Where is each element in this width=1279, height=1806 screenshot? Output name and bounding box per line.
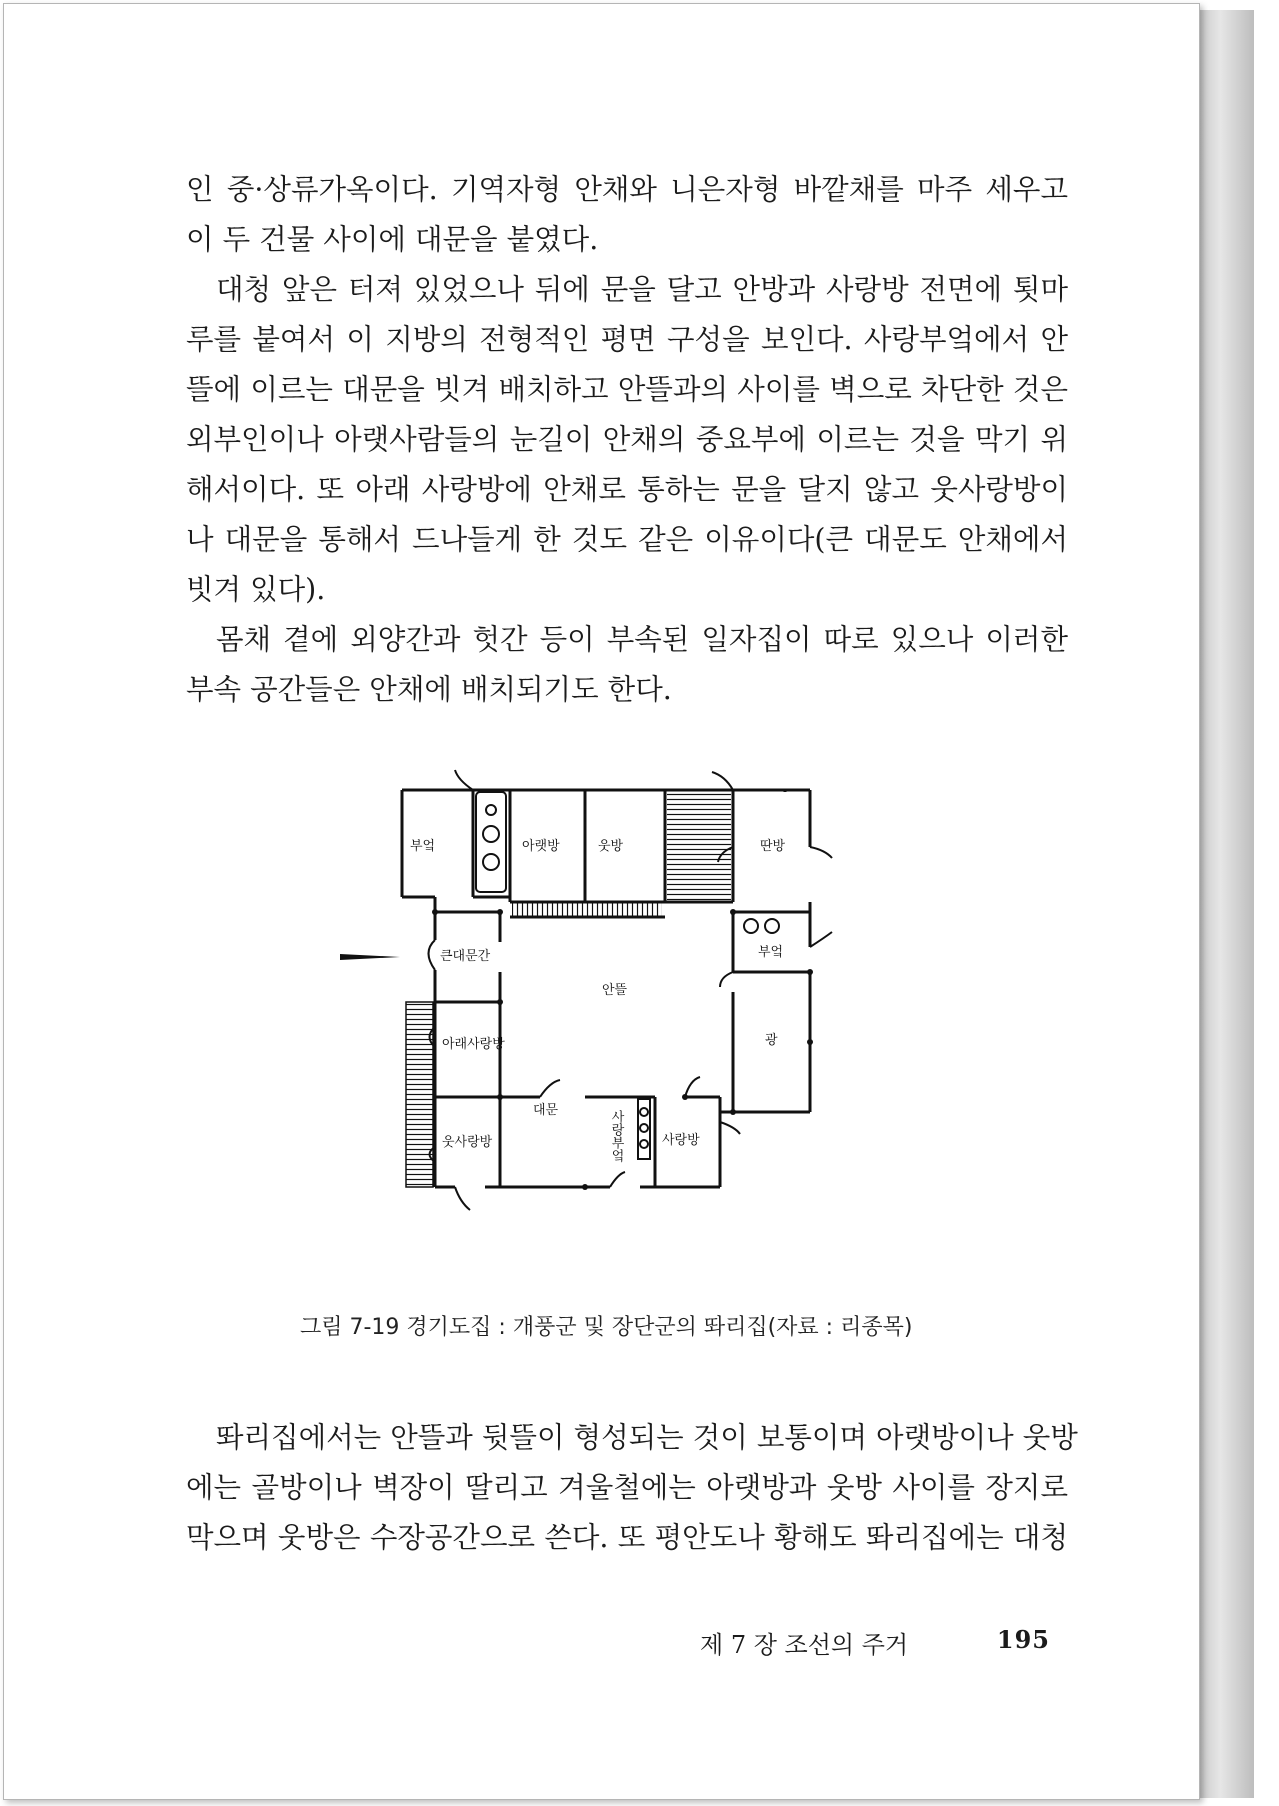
text-line: 부속 공간들은 안채에 배치되기도 한다. (186, 673, 672, 706)
label-courtyard: 안뜰 (602, 983, 628, 998)
label-separate-room: 딴방 (760, 839, 786, 854)
body-text-bottom (186, 1413, 1078, 1563)
label-storage: 광 (765, 1033, 778, 1048)
label-upper-sarang: 웃사랑방 (442, 1135, 493, 1150)
label-sarang-kitchen: 사랑부엌 (608, 1110, 624, 1162)
text-line: 몸채 곁에 외양간과 헛간 등이 부속된 일자집이 따로 있으나 이러한 (216, 623, 1068, 656)
body-text-top (186, 165, 1068, 715)
label-sarang-room: 사랑방 (662, 1133, 700, 1148)
text-line: 외부인이나 아랫사람들의 눈길이 안채의 중요부에 이르는 것을 막기 위 (186, 423, 1068, 456)
label-big-gate: 큰대문간 (440, 949, 491, 964)
floor-plan-figure (340, 762, 900, 1272)
text-line: 해서이다. 또 아래 사랑방에 안채로 통하는 문을 달지 않고 웃사랑방이 (186, 473, 1068, 506)
chapter-title: 제 7 장 조선의 주거 (700, 1631, 909, 1659)
label-lower-room: 아랫방 (522, 839, 560, 854)
floor-plan-drawing (340, 762, 900, 1272)
text-line: 똬리집에서는 안뜰과 뒷뜰이 형성되는 것이 보통이며 아랫방이나 웃방 (216, 1421, 1078, 1454)
label-kitchen-2: 부엌 (758, 945, 784, 960)
label-lower-sarang: 아래사랑방 (442, 1037, 505, 1052)
entrance-arrow-icon (340, 954, 400, 960)
label-upper-room: 웃방 (598, 839, 624, 854)
page-number: 195 (996, 1625, 1050, 1654)
figure-caption: 그림 7-19 경기도집 : 개풍군 및 장단군의 똬리집(자료 : 리종목) (300, 1315, 913, 1340)
book-spine-edge (1198, 10, 1254, 1798)
text-line: 에는 골방이나 벽장이 딸리고 겨울철에는 아랫방과 웃방 사이를 장지로 (186, 1471, 1068, 1504)
text-line: 뜰에 이르는 대문을 빗겨 배치하고 안뜰과의 사이를 벽으로 차단한 것은 (186, 373, 1068, 406)
text-line: 빗겨 있다). (186, 573, 326, 606)
text-line: 대청 앞은 터져 있었으나 뒤에 문을 달고 안방과 사랑방 전면에 툇마 (216, 273, 1068, 306)
label-gate: 대문 (533, 1103, 559, 1118)
text-line: 막으며 웃방은 수장공간으로 쓴다. 또 평안도나 황해도 똬리집에는 대청 (186, 1521, 1068, 1554)
label-kitchen: 부엌 (410, 839, 436, 854)
text-line: 인 중·상류가옥이다. 기역자형 안채와 니은자형 바깥채를 마주 세우고 (186, 173, 1068, 206)
text-line: 루를 붙여서 이 지방의 전형적인 평면 구성을 보인다. 사랑부엌에서 안 (186, 323, 1068, 356)
text-line: 이 두 건물 사이에 대문을 붙였다. (186, 223, 599, 256)
text-line: 나 대문을 통해서 드나들게 한 것도 같은 이유이다(큰 대문도 안채에서 (186, 523, 1068, 556)
